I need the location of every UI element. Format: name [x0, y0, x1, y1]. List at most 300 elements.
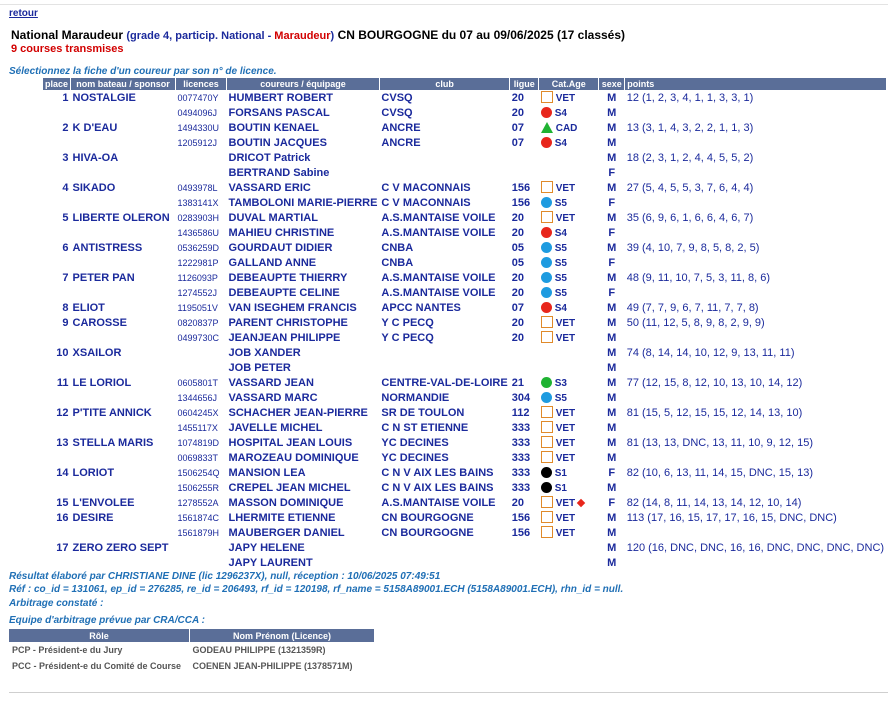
table-row [43, 210, 886, 225]
sexe-cell: M [607, 481, 617, 494]
blue-dot-icon [541, 287, 552, 298]
table-row [43, 180, 886, 195]
veteran-square-icon [541, 406, 553, 418]
boat-name-cell: LORIOT [72, 466, 115, 479]
points-cell: 120 (16, DNC, DNC, 16, 16, DNC, DNC, DNC, DNC) [626, 541, 885, 554]
cat-age-label: VET [555, 423, 576, 434]
boat-name-cell [71, 555, 176, 570]
result-reference: Réf : co_id = 131061, ep_id = 276285, re_id = 206493, rf_id = 120198, rf_name = 5158A89001.ECH (5158A89001.ECH), rhn_id = null. [9, 584, 624, 595]
table-row [43, 555, 886, 570]
place-cell: 1 [62, 91, 69, 104]
points-cell: 35 (6, 9, 6, 1, 6, 6, 4, 6, 7) [626, 211, 754, 224]
ligue-cell: 07 [511, 136, 524, 149]
red-dot-icon [541, 302, 552, 313]
boat-name-cell [71, 390, 176, 405]
bottom-divider [9, 692, 888, 693]
regatta-grade-class: Maraudeur [274, 30, 331, 42]
table-row [43, 105, 886, 120]
table-row [43, 225, 886, 240]
boat-name-cell: P'TITE ANNICK [72, 406, 152, 419]
table-row [43, 330, 886, 345]
points-cell [625, 195, 886, 210]
courses-count: 9 courses transmises [11, 43, 124, 55]
cat-age-cell [539, 345, 599, 360]
points-cell: 82 (14, 8, 11, 14, 13, 14, 12, 10, 14) [626, 496, 802, 509]
cat-age-cell [539, 270, 599, 285]
points-cell [625, 420, 886, 435]
arbitrage-label: Arbitrage constaté : [9, 598, 104, 609]
cat-age-cell [539, 450, 599, 465]
cat-age-label: S5 [554, 272, 567, 284]
licence-cell[interactable]: 0536259D [177, 242, 220, 253]
points-cell: 48 (9, 11, 10, 7, 5, 3, 11, 8, 6) [626, 271, 771, 284]
licence-cell[interactable]: 1506254Q [177, 467, 220, 478]
boat-name-cell [71, 450, 176, 465]
sexe-cell: M [607, 241, 617, 254]
results-table [43, 78, 887, 570]
sexe-cell: M [607, 376, 617, 389]
cat-age-cell [539, 120, 599, 135]
table-row [43, 435, 886, 450]
boat-name-cell [71, 255, 176, 270]
red-dot-icon [541, 107, 552, 118]
licence-cell[interactable]: 1506255R [177, 482, 220, 493]
boat-name-cell: L'ENVOLEE [72, 496, 135, 509]
points-cell: 49 (7, 7, 9, 6, 7, 11, 7, 7, 8) [626, 301, 759, 314]
place-cell [43, 525, 71, 540]
cat-age-cell [539, 315, 599, 330]
cat-age-cell [539, 165, 599, 180]
col-place: place [43, 78, 71, 90]
arb-name: GODEAU PHILIPPE (1321359R) [192, 645, 326, 655]
boat-name-cell [71, 285, 176, 300]
crew-name-cell: VASSARD JEAN [228, 376, 314, 389]
veteran-square-icon [541, 421, 553, 433]
licence-cell[interactable]: 1074819D [177, 437, 220, 448]
cat-age-label: VET [555, 213, 576, 224]
points-cell: 113 (17, 16, 15, 17, 17, 16, 15, DNC, DNC) [626, 511, 837, 524]
col-licence: licences [176, 78, 227, 90]
boat-name-cell: LIBERTE OLERON [72, 211, 170, 224]
licence-cell [176, 150, 227, 165]
licence-cell[interactable]: 1383141X [177, 197, 219, 208]
table-row [43, 375, 886, 390]
cat-age-label: VET [555, 318, 576, 329]
sexe-cell: F [608, 496, 616, 509]
ligue-cell: 20 [511, 271, 524, 284]
red-diamond-icon [577, 499, 585, 507]
crew-name-cell: PARENT CHRISTOPHE [228, 316, 348, 329]
sexe-cell: M [607, 556, 617, 569]
arb-row [9, 658, 375, 674]
place-cell [43, 330, 71, 345]
licence-cell[interactable]: 0820837P [177, 317, 219, 328]
table-row [43, 300, 886, 315]
veteran-square-icon [541, 316, 553, 328]
crew-name-cell: DRICOT Patrick [228, 151, 311, 164]
club-cell: A.S.MANTAISE VOILE [381, 211, 496, 224]
cat-age-cell [539, 150, 599, 165]
club-cell [379, 150, 509, 165]
black-dot-icon [541, 467, 552, 478]
ligue-cell: 112 [511, 406, 530, 419]
points-cell: 74 (8, 14, 14, 10, 12, 9, 13, 11, 11) [626, 346, 795, 359]
boat-name-cell: STELLA MARIS [72, 436, 154, 449]
ligue-cell: 156 [511, 526, 531, 539]
sexe-cell: M [607, 271, 617, 284]
place-cell [43, 135, 71, 150]
ligue-cell: 333 [511, 466, 531, 479]
table-row [43, 480, 886, 495]
crew-name-cell: VAN ISEGHEM FRANCIS [228, 301, 357, 314]
cat-age-label: S5 [554, 287, 567, 299]
licence-cell[interactable]: 0493978L [177, 182, 218, 193]
place-cell [43, 165, 71, 180]
boat-name-cell: SIKADO [72, 181, 116, 194]
crew-name-cell: MASSON DOMINIQUE [228, 496, 344, 509]
club-cell: A.S.MANTAISE VOILE [381, 286, 496, 299]
points-cell [625, 330, 886, 345]
ligue-cell: 20 [511, 316, 524, 329]
place-cell: 3 [62, 151, 69, 164]
licence-cell[interactable]: 1222981P [177, 257, 219, 268]
table-row [43, 195, 886, 210]
cat-age-cell [539, 90, 599, 105]
place-cell [43, 480, 71, 495]
sexe-cell: M [607, 391, 617, 404]
boat-name-cell [71, 480, 176, 495]
ligue-cell: 333 [511, 481, 531, 494]
points-cell [625, 225, 886, 240]
crew-name-cell: HUMBERT ROBERT [228, 91, 334, 104]
arb-col-name: Nom Prénom (Licence) [190, 629, 375, 642]
crew-name-cell: CREPEL JEAN MICHEL [228, 481, 351, 494]
cat-age-label: VET [555, 408, 576, 419]
cat-age-label: VET [555, 183, 576, 194]
arb-role: PCP - Président-e du Jury [12, 645, 123, 655]
col-club: club [379, 78, 509, 90]
table-row [43, 90, 886, 105]
blue-dot-icon [541, 272, 552, 283]
place-cell [43, 225, 71, 240]
club-cell: Y C PECQ [381, 316, 434, 329]
ligue-cell: 20 [511, 91, 524, 104]
club-cell: CVSQ [381, 106, 413, 119]
blue-dot-icon [541, 242, 552, 253]
cat-age-label: S4 [554, 227, 567, 239]
licence-cell[interactable]: 1436586U [177, 227, 220, 238]
crew-name-cell: JOB XANDER [228, 346, 301, 359]
table-row [43, 240, 886, 255]
points-cell [625, 165, 886, 180]
ligue-cell: 333 [511, 436, 531, 449]
place-cell [43, 390, 71, 405]
place-cell: 7 [62, 271, 69, 284]
ligue-cell: 20 [511, 331, 524, 344]
points-cell [625, 525, 886, 540]
ligue-cell: 20 [511, 211, 524, 224]
ligue-cell: 156 [511, 511, 531, 524]
points-cell [625, 480, 886, 495]
points-cell [625, 255, 886, 270]
licence-cell[interactable]: 1195051V [177, 302, 218, 313]
green-dot-icon [541, 377, 552, 388]
points-cell [625, 135, 886, 150]
licence-cell[interactable]: 0605801T [177, 377, 219, 388]
table-row [43, 405, 886, 420]
boat-name-cell: ZERO ZERO SEPT [72, 541, 169, 554]
licence-cell [176, 345, 227, 360]
club-cell: C N V AIX LES BAINS [381, 481, 494, 494]
col-cat-age: Cat.Age [539, 78, 599, 90]
result-author: Résultat élaboré par CHRISTIANE DINE (lic 1296237X), null, réception : 10/06/2025 07:49:51 [9, 571, 441, 582]
club-cell: ANCRE [381, 136, 421, 149]
licence-cell[interactable]: 1205912J [177, 137, 218, 148]
points-cell [625, 105, 886, 120]
regatta-name: National Maraudeur [11, 28, 124, 42]
sexe-cell: M [607, 346, 617, 359]
club-cell: Y C PECQ [381, 331, 434, 344]
blue-dot-icon [541, 257, 552, 268]
table-row [43, 165, 886, 180]
licence-cell[interactable]: 0604245X [177, 407, 219, 418]
arb-row [9, 642, 375, 658]
table-row [43, 510, 886, 525]
sexe-cell: M [607, 361, 617, 374]
ligue-cell: 156 [511, 196, 531, 209]
boat-name-cell: DESIRE [72, 511, 114, 524]
ligue-cell: 21 [511, 376, 524, 389]
points-cell [625, 285, 886, 300]
place-cell: 13 [56, 436, 69, 449]
licence-cell[interactable]: 1494330U [177, 122, 220, 133]
licence-cell[interactable]: 1455117X [177, 422, 218, 433]
crew-name-cell: HOSPITAL JEAN LOUIS [228, 436, 353, 449]
veteran-square-icon [541, 451, 553, 463]
club-cell: YC DECINES [381, 451, 449, 464]
club-cell: A.S.MANTAISE VOILE [381, 271, 496, 284]
sexe-cell: M [607, 511, 617, 524]
col-points: points [625, 78, 886, 90]
points-cell: 81 (13, 13, DNC, 13, 11, 10, 9, 12, 15) [626, 436, 814, 449]
place-cell [43, 420, 71, 435]
ligue-cell: 333 [511, 451, 531, 464]
cat-age-cell [539, 195, 599, 210]
crew-name-cell: MAROZEAU DOMINIQUE [228, 451, 359, 464]
club-cell: CNBA [381, 256, 414, 269]
cat-age-label: VET [555, 453, 576, 464]
place-cell: 8 [62, 301, 69, 314]
licence-cell[interactable]: 1344656J [177, 392, 218, 403]
boat-name-cell [71, 525, 176, 540]
sexe-cell: M [607, 301, 617, 314]
points-cell: 27 (5, 4, 5, 5, 3, 7, 6, 4, 4) [626, 181, 754, 194]
veteran-square-icon [541, 211, 553, 223]
crew-name-cell: JEANJEAN PHILIPPE [228, 331, 341, 344]
boat-name-cell [71, 330, 176, 345]
table-row [43, 285, 886, 300]
cat-age-label: VET [555, 93, 576, 104]
cat-age-cell [539, 225, 599, 240]
ligue-cell: 304 [511, 391, 531, 404]
selection-hint: Sélectionnez la fiche d'un coureur par son n° de licence. [9, 66, 277, 77]
club-cell: CVSQ [381, 91, 413, 104]
crew-name-cell: SCHACHER JEAN-PIERRE [228, 406, 368, 419]
veteran-square-icon [541, 91, 553, 103]
back-link[interactable]: retour [9, 8, 38, 19]
cat-age-label: S4 [554, 137, 567, 149]
ligue-cell: 07 [511, 301, 524, 314]
sexe-cell: M [607, 436, 617, 449]
sexe-cell: M [607, 151, 617, 164]
cat-age-cell [539, 330, 599, 345]
cat-age-label: CAD [555, 122, 578, 134]
sexe-cell: M [607, 421, 617, 434]
table-row [43, 345, 886, 360]
club-cell: NORMANDIE [381, 391, 450, 404]
club-cell: CN BOURGOGNE [381, 511, 474, 524]
sexe-cell: M [607, 526, 617, 539]
licence-cell[interactable]: 0499730C [177, 332, 220, 343]
veteran-square-icon [541, 511, 553, 523]
sexe-cell: M [607, 211, 617, 224]
crew-name-cell: BERTRAND Sabine [228, 166, 330, 179]
crew-name-cell: FORSANS PASCAL [228, 106, 330, 119]
licence-cell[interactable]: 1126093P [177, 272, 218, 283]
licence-cell [176, 165, 227, 180]
licence-cell[interactable]: 0494096J [177, 107, 218, 118]
regatta-venue-dates: CN BOURGOGNE du 07 au 09/06/2025 (17 classés) [337, 28, 626, 42]
boat-name-cell [71, 105, 176, 120]
place-cell [43, 105, 71, 120]
sexe-cell: M [607, 181, 617, 194]
place-cell: 5 [62, 211, 69, 224]
points-cell [625, 450, 886, 465]
regatta-grade-close: ) [330, 30, 335, 42]
sexe-cell: M [607, 406, 617, 419]
arbitration-team-label: Equipe d'arbitrage prévue par CRA/CCA : [9, 615, 205, 626]
ligue-cell: 05 [511, 256, 524, 269]
crew-name-cell: BOUTIN JACQUES [228, 136, 327, 149]
sexe-cell: M [607, 121, 617, 134]
place-cell: 10 [56, 346, 69, 359]
place-cell [43, 450, 71, 465]
cat-age-label: S5 [554, 242, 567, 254]
table-row [43, 315, 886, 330]
place-cell: 11 [56, 376, 69, 389]
sexe-cell: M [607, 451, 617, 464]
place-cell: 17 [56, 541, 69, 554]
boat-name-cell [71, 420, 176, 435]
table-row [43, 390, 886, 405]
licence-cell[interactable]: 1561874C [177, 512, 220, 523]
club-cell: C V MACONNAIS [381, 181, 471, 194]
points-cell: 13 (3, 1, 4, 3, 2, 2, 1, 1, 3) [626, 121, 754, 134]
cat-age-cell [539, 360, 599, 375]
crew-name-cell: MAHIEU CHRISTINE [228, 226, 335, 239]
table-row [43, 420, 886, 435]
results-header-row [43, 78, 886, 90]
arb-col-role: Rôle [9, 629, 190, 642]
club-cell [379, 360, 509, 375]
cat-age-label: S4 [554, 107, 567, 119]
place-cell: 12 [56, 406, 69, 419]
boat-name-cell: LE LORIOL [72, 376, 132, 389]
licence-cell[interactable]: 0069833T [177, 452, 219, 463]
licence-cell[interactable]: 1278552A [177, 497, 219, 508]
green-triangle-icon [541, 122, 553, 133]
table-row [43, 135, 886, 150]
sexe-cell: M [607, 331, 617, 344]
table-row [43, 255, 886, 270]
crew-name-cell: JAPY HELENE [228, 541, 305, 554]
licence-cell[interactable]: 0283903H [177, 212, 220, 223]
col-ligue: ligue [510, 78, 539, 90]
cat-age-cell [539, 180, 599, 195]
cat-age-cell [539, 495, 599, 510]
cat-age-cell [539, 465, 599, 480]
ligue-cell: 20 [511, 226, 524, 239]
table-row [43, 465, 886, 480]
cat-age-cell [539, 435, 599, 450]
table-row [43, 150, 886, 165]
boat-name-cell [71, 225, 176, 240]
table-row [43, 270, 886, 285]
table-row [43, 525, 886, 540]
ligue-cell: 07 [511, 121, 524, 134]
sexe-cell: F [608, 166, 616, 179]
crew-name-cell: MAUBERGER DANIEL [228, 526, 345, 539]
cat-age-cell [539, 285, 599, 300]
club-cell: CENTRE-VAL-DE-LOIRE [381, 376, 508, 389]
ligue-cell: 156 [511, 181, 531, 194]
table-row [43, 360, 886, 375]
cat-age-cell [539, 375, 599, 390]
crew-name-cell: JAPY LAURENT [228, 556, 313, 569]
place-cell [43, 555, 71, 570]
place-cell: 14 [56, 466, 69, 479]
place-cell: 2 [62, 121, 69, 134]
red-dot-icon [541, 227, 552, 238]
licence-cell[interactable]: 1274552J [177, 287, 218, 298]
sexe-cell: M [607, 541, 617, 554]
club-cell: ANCRE [381, 121, 421, 134]
cat-age-label: S5 [554, 257, 567, 269]
boat-name-cell: XSAILOR [72, 346, 122, 359]
points-cell [625, 555, 886, 570]
cat-age-label: S1 [554, 482, 567, 494]
points-cell: 82 (10, 6, 13, 11, 14, 15, DNC, 15, 13) [626, 466, 814, 479]
licence-cell[interactable]: 1561879H [177, 527, 220, 538]
cat-age-label: VET [555, 528, 576, 539]
sexe-cell: M [607, 91, 617, 104]
club-cell [379, 345, 509, 360]
cat-age-label: S3 [554, 377, 567, 389]
sexe-cell: F [608, 256, 616, 269]
col-crew: coureurs / équipage [227, 78, 380, 90]
ligue-cell: 333 [511, 421, 531, 434]
boat-name-cell: PETER PAN [72, 271, 135, 284]
table-row [43, 120, 886, 135]
cat-age-label: S5 [554, 197, 567, 209]
licence-cell[interactable]: 0077470Y [177, 92, 219, 103]
club-cell [379, 555, 509, 570]
points-cell: 39 (4, 10, 7, 9, 8, 5, 8, 2, 5) [626, 241, 760, 254]
sexe-cell: F [608, 196, 616, 209]
cat-age-cell [539, 525, 599, 540]
top-divider [0, 4, 888, 5]
arb-role: PCC - Président-e du Comité de Course [12, 661, 182, 671]
